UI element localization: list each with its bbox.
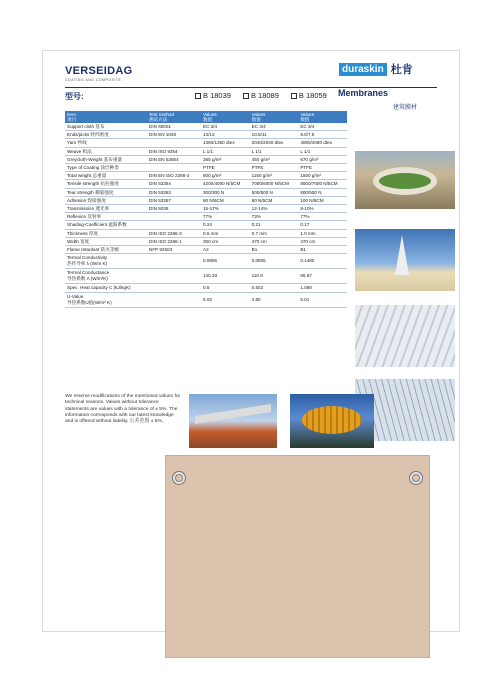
table-cell: 140.33 xyxy=(201,269,250,284)
stadium-photo xyxy=(355,151,455,209)
table-cell: 12-14% xyxy=(250,205,299,213)
table-row xyxy=(65,139,347,147)
table-cell: 4080/4080 dtex xyxy=(298,139,347,147)
table-cell: PTFE xyxy=(201,164,250,172)
table-cell: B1 xyxy=(298,246,347,254)
table-cell: 80 N/5CM xyxy=(250,196,299,204)
verseidag-tagline: COATING AND COMPOSITE xyxy=(65,78,122,82)
model-option[interactable]: B 18089 xyxy=(243,91,279,100)
table-cell: 670 g/m² xyxy=(298,155,347,163)
arena-photo xyxy=(290,394,374,448)
table-row xyxy=(65,284,347,293)
table-header-row xyxy=(65,111,347,123)
table-cell: EC 3/4 xyxy=(201,123,250,131)
table-cell: 0.5 mm xyxy=(201,229,250,237)
table-cell: 450 g/m² xyxy=(250,155,299,163)
table-cell: 60 N/5CM xyxy=(201,196,250,204)
table-cell: 73% xyxy=(250,213,299,221)
table-cell: 5.01 xyxy=(298,293,347,308)
table-row xyxy=(65,254,347,269)
table-cell: NFP 92503 xyxy=(147,246,201,254)
table-cell: Transmission 透光率 xyxy=(65,205,147,213)
table-cell: DIN 53363 xyxy=(147,188,201,196)
table-cell xyxy=(147,284,201,293)
table-cell: PTFE xyxy=(298,164,347,172)
table-cell: 470 cm xyxy=(250,237,299,245)
table-cell: Termal Conductance 导热系数 Λ (W/m²K) xyxy=(65,269,147,284)
checkbox-icon[interactable] xyxy=(195,93,201,99)
table-cell: Thickness 厚度 xyxy=(65,229,147,237)
table-cell: 0.7 mm xyxy=(250,229,299,237)
table-row xyxy=(65,213,347,221)
model-options xyxy=(195,91,327,100)
header-item: Item 项目 xyxy=(65,111,147,123)
table-cell: Weave 织法 xyxy=(65,147,147,155)
table-row xyxy=(65,123,347,131)
table-cell xyxy=(147,254,201,269)
table-cell xyxy=(147,221,201,229)
table-cell: 13/13 xyxy=(201,131,250,139)
table-cell: 0.1480 xyxy=(298,254,347,269)
table-cell: A2 xyxy=(201,246,250,254)
table-cell: B1 xyxy=(250,246,299,254)
table-cell: 8.0/7.5 xyxy=(298,131,347,139)
model-option[interactable]: B 18039 xyxy=(195,91,231,100)
spec-table xyxy=(65,111,347,308)
table-cell: Shading-Coefficient 遮阳系数 xyxy=(65,221,147,229)
table-cell: Ends/picks 经纬密度 xyxy=(65,131,147,139)
table-cell: Reflexion 反射率 xyxy=(65,213,147,221)
table-cell: Tear strength 撕裂强度 xyxy=(65,188,147,196)
table-cell: DIN ISO 9354 xyxy=(147,147,201,155)
table-cell: 4200/4000 N/5CM xyxy=(201,180,250,188)
table-row xyxy=(65,246,347,254)
model-option[interactable]: B 18059 xyxy=(291,91,327,100)
grommet-icon xyxy=(409,471,423,485)
table-cell: 5.03 xyxy=(201,293,250,308)
table-cell: 0.0856 xyxy=(201,254,250,269)
table-cell: L 1/1 xyxy=(250,147,299,155)
table-cell: Greycloth-Weight 基布重量 xyxy=(65,155,147,163)
table-cell: 4.80 xyxy=(250,293,299,308)
table-row xyxy=(65,155,347,163)
table-cell: Type of Coating 涂层种类 xyxy=(65,164,147,172)
table-cell: 1360/1360 dtex xyxy=(201,139,250,147)
table-cell: DIN EN 53854 xyxy=(147,155,201,163)
header-values-1: Values 数值 xyxy=(201,111,250,123)
table-row xyxy=(65,269,347,284)
section-title: Membranes xyxy=(338,88,389,98)
table-cell: Adhesion 焊接强度 xyxy=(65,196,147,204)
table-cell: Flame retardant 防火等级 xyxy=(65,246,147,254)
checkbox-icon[interactable] xyxy=(291,93,297,99)
table-row xyxy=(65,196,347,204)
table-row xyxy=(65,164,347,172)
table-cell: DIN ISO 2286-1 xyxy=(147,237,201,245)
membrane-canopy-photo xyxy=(355,305,455,367)
table-cell: 2040/2040 dtex xyxy=(250,139,299,147)
table-row xyxy=(65,147,347,155)
table-cell xyxy=(147,269,201,284)
table-cell: PTFE xyxy=(250,164,299,172)
table-cell: 1.068 xyxy=(298,284,347,293)
table-cell: 15-17% xyxy=(201,205,250,213)
table-cell: 8000/7000 N/5CM xyxy=(298,180,347,188)
table-cell: 1150 g/m² xyxy=(250,172,299,180)
table-cell: 8-10% xyxy=(298,205,347,213)
sail-hotel-photo xyxy=(355,229,455,291)
checkbox-icon[interactable] xyxy=(243,93,249,99)
table-cell: Support cloth 基布 xyxy=(65,123,147,131)
verseidag-logo: VERSEIDAG xyxy=(65,65,133,77)
table-cell: DIN EN 1049 xyxy=(147,131,201,139)
table-cell: 110.9 xyxy=(250,269,299,284)
table-row xyxy=(65,180,347,188)
table-row xyxy=(65,221,347,229)
table-cell: Total weight 总重量 xyxy=(65,172,147,180)
table-cell: 77% xyxy=(201,213,250,221)
table-cell: EC 3/4 xyxy=(250,123,299,131)
table-cell: 0.21 xyxy=(250,221,299,229)
table-row xyxy=(65,293,347,308)
table-cell: Spec. Heat capacity C (kJ/kgK) xyxy=(65,284,147,293)
table-cell: 365 g/m² xyxy=(201,155,250,163)
table-cell: DIN ISO 2286-3 xyxy=(147,229,201,237)
pavilion-canopy-photo xyxy=(189,394,277,448)
grommet-icon xyxy=(172,471,186,485)
table-cell: 66.67 xyxy=(298,269,347,284)
table-cell: DIN 60001 xyxy=(147,123,201,131)
table-cell: 7000/6000 N/5CM xyxy=(250,180,299,188)
table-cell: DIN EN ISO 2286-2 xyxy=(147,172,201,180)
table-cell xyxy=(147,139,201,147)
spec-sheet xyxy=(42,50,460,632)
table-cell xyxy=(147,164,201,172)
table-cell: DIN 5036 xyxy=(147,205,201,213)
tolerance-notice: We reserve modifications of the mentioned values for technical reasons. Values without tolerance statements are values with a tolerance of ± 5%. The information corresponds with our latest knowledge and is offered without liability. 公差范围 ± 5%。 xyxy=(65,394,181,425)
table-cell: L 1/1 xyxy=(201,147,250,155)
table-cell: 500/500 N xyxy=(250,188,299,196)
table-cell: 0.502 xyxy=(250,284,299,293)
table-cell: 300/300 N xyxy=(201,188,250,196)
table-row xyxy=(65,205,347,213)
table-cell: 0.24 xyxy=(201,221,250,229)
table-cell: DIN 53354 xyxy=(147,180,201,188)
table-cell: 300 cm xyxy=(201,237,250,245)
table-cell: Tensile strength 抗拉强度 xyxy=(65,180,147,188)
table-cell: Yarn 纱线 xyxy=(65,139,147,147)
table-cell: 10.5/11 xyxy=(250,131,299,139)
table-cell: 500/500 N xyxy=(298,188,347,196)
header-test-method: Test method 测试方法 xyxy=(147,111,201,123)
table-cell: 0.17 xyxy=(298,221,347,229)
table-cell: 800 g/m² xyxy=(201,172,250,180)
table-cell: 1550 g/m² xyxy=(298,172,347,180)
table-cell: DIN 53357 xyxy=(147,196,201,204)
header-values-2: Values 数值 xyxy=(250,111,299,123)
table-cell: U-Value 导热系数U值(W/m² K) xyxy=(65,293,147,308)
table-cell: 100 N/5CM xyxy=(298,196,347,204)
table-cell: 0.0865 xyxy=(250,254,299,269)
table-cell: Termal Conductivity 热传导率 λ (W/m K) xyxy=(65,254,147,269)
table-cell: L 1/1 xyxy=(298,147,347,155)
table-cell: EC 3/4 xyxy=(298,123,347,131)
duraskin-chinese-name: 杜肯 xyxy=(390,64,413,76)
table-cell xyxy=(147,213,201,221)
table-cell: 470 cm xyxy=(298,237,347,245)
fabric-sample xyxy=(165,455,430,658)
table-row xyxy=(65,172,347,180)
duraskin-wordmark: duraskin xyxy=(339,63,387,76)
table-cell: 77% xyxy=(298,213,347,221)
table-cell: 1.0 mm xyxy=(298,229,347,237)
table-cell: Width 宽度 xyxy=(65,237,147,245)
table-row xyxy=(65,188,347,196)
header-values-3: Values 数值 xyxy=(298,111,347,123)
duraskin-logo xyxy=(339,61,413,77)
table-row xyxy=(65,131,347,139)
table-row xyxy=(65,229,347,237)
section-title-cn: 建筑膜材 xyxy=(393,105,418,111)
model-label: 型号: xyxy=(65,92,84,101)
table-cell: 0.5 xyxy=(201,284,250,293)
table-row xyxy=(65,237,347,245)
table-cell xyxy=(147,293,201,308)
